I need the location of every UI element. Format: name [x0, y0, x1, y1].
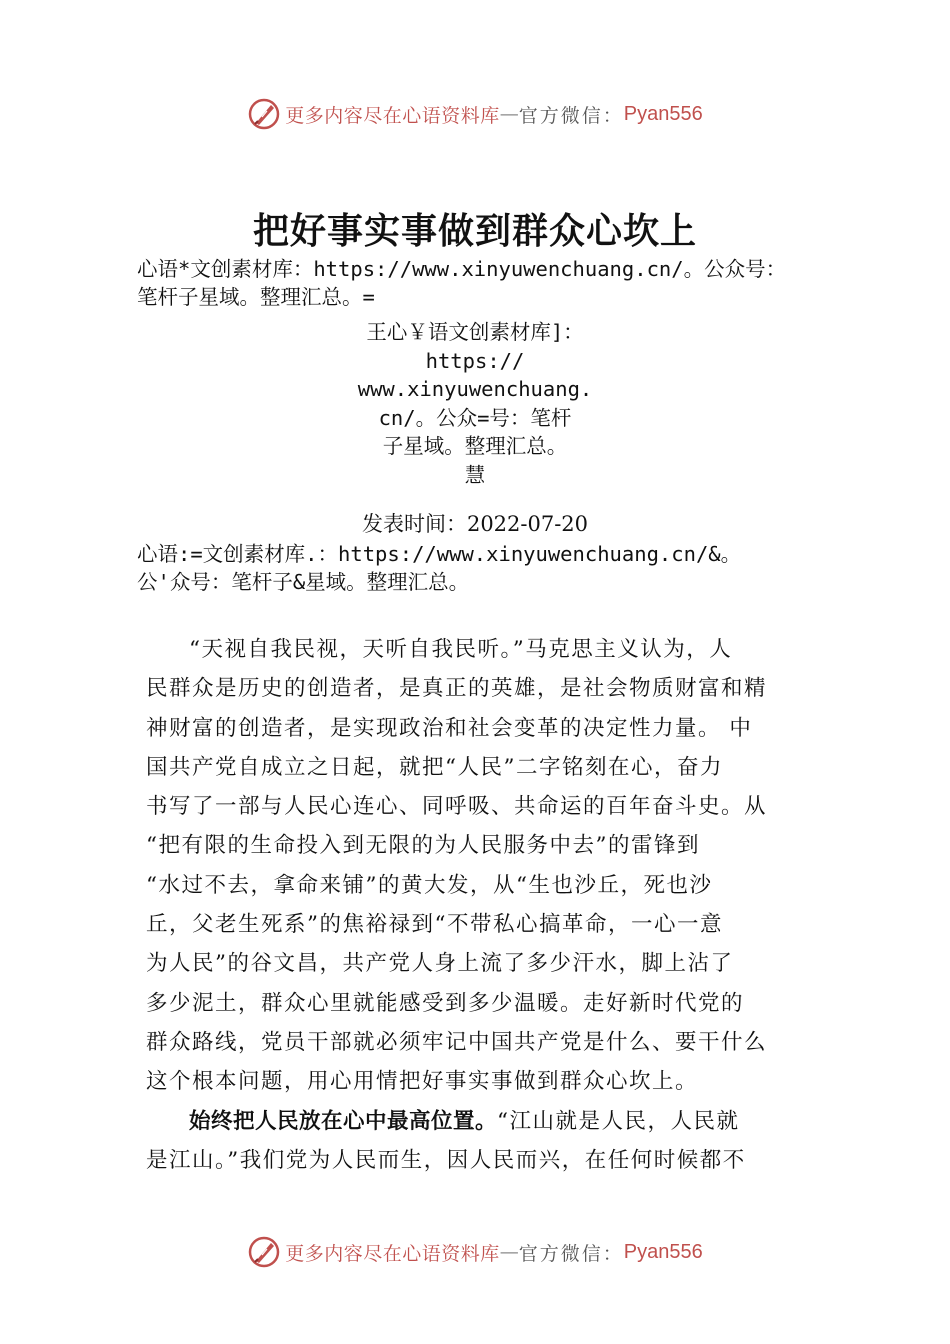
paragraph-line: “水过不去，拿命来铺”的黄大发，从“生也沙丘，死也沙: [146, 872, 713, 898]
quill-logo-icon: [247, 97, 281, 131]
paragraph-line: 神财富的创造者，是实现政治和社会变革的决定性力量。 中: [146, 715, 753, 741]
publish-time: 发表时间：2022-07-20: [361, 512, 589, 536]
centered-line: 子星域。整理汇总。: [382, 434, 568, 458]
centered-line: cn/。公众=号：笔杆: [378, 405, 572, 430]
page-title: 把好事实事做到群众心坎上: [252, 210, 697, 252]
source-note-2-line-1: 心语:=文创素材库.：https://www.xinyuwenchuang.cn/&。: [137, 542, 742, 566]
banner-label: 官方微信：: [518, 1242, 624, 1265]
header-banner: [0, 94, 950, 134]
article-body: [146, 630, 826, 1180]
quill-logo-icon: [247, 1235, 281, 1269]
banner-wechat-id: Pyan556: [623, 102, 703, 125]
paragraph-line: 是江山。”我们党为人民而生，因人民而兴，在任何时候都不: [146, 1147, 746, 1173]
paragraph-line: 群众路线，党员干部就必须牢记中国共产党是什么、要干什么: [146, 1029, 768, 1055]
paragraph-line: “把有限的生命投入到无限的为人民服务中去”的雷锋到: [146, 833, 700, 859]
centered-line: www.xinyuwenchuang.: [357, 377, 593, 401]
source-note-2-line-2: 公'众号：笔杆子&星域。整理汇总。: [137, 570, 470, 594]
paragraph-line: 丘，父老生死系”的焦裕禄到“不带私心搞革命，一心一意: [146, 912, 723, 938]
paragraph-2-first-line: [146, 1102, 826, 1141]
banner-wechat-id: Pyan556: [623, 1240, 703, 1263]
source-note-1-line-1: 心语*文创素材库：https://www.xinyuwenchuang.cn/。公众号：: [137, 257, 787, 281]
source-note-1-line-2: 笔杆子星域。整理汇总。=: [137, 285, 375, 309]
source-note-1: [137, 255, 857, 311]
paragraph-line-rest: “江山就是人民，人民就: [497, 1108, 740, 1134]
banner-label: 官方微信：: [518, 104, 624, 127]
centered-line: 王心￥语文创素材库]：: [366, 320, 584, 344]
banner-dash: —: [499, 103, 519, 125]
paragraph-line: 这个根本问题，用心用情把好事实事做到群众心坎上。: [146, 1069, 699, 1095]
paragraph-line: 民群众是历史的创造者，是真正的英雄，是社会物质财富和精: [146, 676, 768, 702]
footer-banner: [0, 1232, 950, 1272]
centered-line: 慧: [464, 462, 486, 487]
paragraph-line: 多少泥土，群众心里就能感受到多少温暖。走好新时代党的: [146, 990, 745, 1016]
banner-text: 更多内容尽在心语资料库: [285, 104, 500, 127]
paragraph-line: 为人民”的谷文昌，共产党人身上流了多少汗水，脚上沾了: [146, 951, 734, 977]
paragraph-line: 书写了一部与人民心连心、同呼吸、共命运的百年奋斗史。从: [146, 794, 768, 820]
centered-line: https://: [425, 348, 525, 373]
banner-text: 更多内容尽在心语资料库: [285, 1242, 500, 1265]
paragraph-lead-heading: 始终把人民放在心中最高位置。: [189, 1108, 498, 1134]
centered-source-note: [0, 318, 950, 489]
paragraph-line: “天视自我民视，天听自我民听。”马克思主义认为，人: [189, 637, 733, 662]
paragraph-line: 国共产党自成立之日起，就把“人民”二字铭刻在心，奋力: [146, 754, 723, 780]
source-note-2: [137, 540, 857, 596]
banner-dash: —: [499, 1241, 519, 1263]
